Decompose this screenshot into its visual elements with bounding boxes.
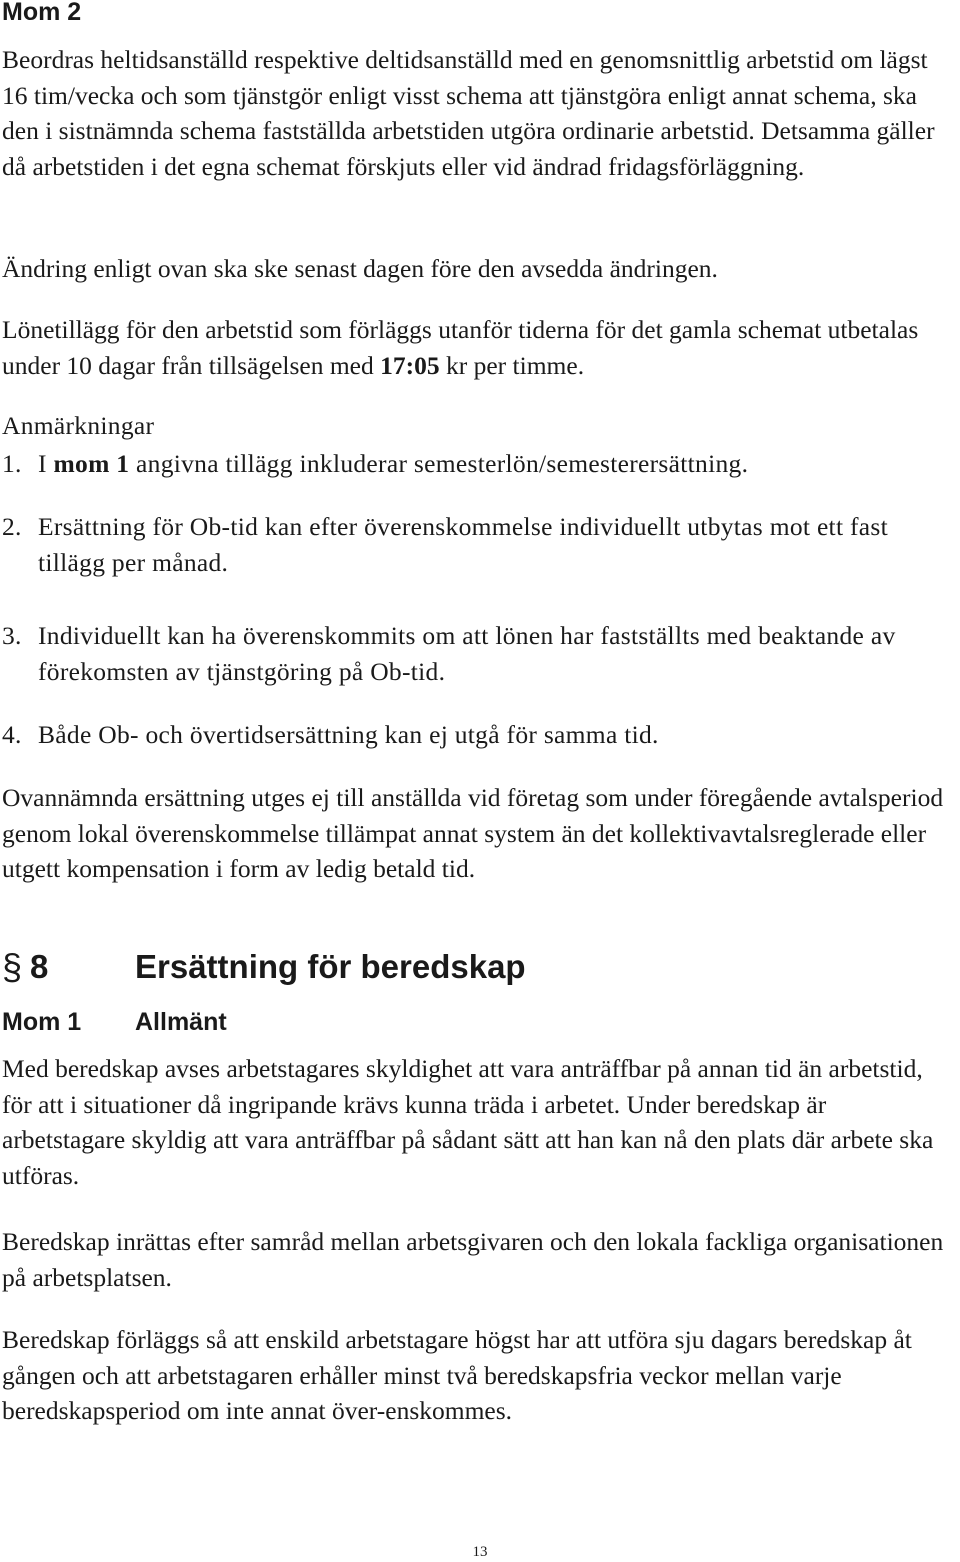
mom1-paragraph-2: Beredskap inrättas efter samråd mellan arbetsgivaren och den lokala fackliga organisationen på arbetsplatsen. [2, 1227, 944, 1292]
note-bold-reference: mom 1 [53, 449, 130, 478]
note-text: Individuellt kan ha överenskommits om att lönen har fastställts med beaktande av förekomsten av tjänstgöring på Ob-tid. [38, 621, 896, 686]
note-item-1 [2, 446, 952, 482]
note-number: 1. [2, 449, 22, 478]
note-number: 4. [2, 720, 22, 749]
note-text-before: I [38, 449, 47, 478]
note-item-3 [2, 618, 952, 689]
note-text: Ersättning för Ob-tid kan efter överenskommelse individuellt utbytas mot ett fast tillägg per månad. [38, 512, 889, 577]
mom2-paragraph-2: Ändring enligt ovan ska ske senast dagen före den avsedda ändringen. [2, 254, 718, 283]
mom2-paragraph-1: Beordras heltidsanställd respektive deltidsanställd med en genomsnittlig arbetstid om lägst 16 tim/vecka och som tjänstgör enligt visst schema att tjänstgöra enligt annat schema, ska den i sistnämnda schema fastställda arbetstiden utgöra ordinarie arbetstid. Detsamma gäller då arbetstiden i det egna schemat förskjuts eller vid ändrad fridagsförläggning. [2, 45, 935, 181]
note-number: 3. [2, 621, 22, 650]
supplement-amount: 17:05 [380, 350, 440, 380]
section-mark-icon: § [2, 946, 23, 987]
note-number: 2. [2, 512, 22, 541]
note-item-2 [2, 509, 952, 580]
section-title: Ersättning för beredskap [135, 948, 526, 985]
page-number: 13 [472, 1544, 488, 1560]
section-number: 8 [30, 948, 49, 985]
mom2-paragraph-3 [2, 312, 952, 383]
mom1-label: Mom 1 [2, 1008, 82, 1036]
mom1-title: Allmänt [135, 1008, 227, 1036]
note-item-4 [2, 717, 952, 753]
paragraph-3-text-before: Lönetillägg för den arbetstid som förläggs utanför tiderna för det gamla schemat utbetalas under 10 dagar från tillsägelsen med [2, 315, 919, 380]
paragraph-3-text-after: kr per timme. [446, 350, 585, 380]
notes-heading: Anmärkningar [2, 411, 155, 440]
mom1-paragraph-3: Beredskap förläggs så att enskild arbetstagare högst har att utföra sju dagars beredskap åt gången och att arbetstagaren erhåller minst två beredskapsfria veckor mellan varje beredskapsperiod om inte annat över-enskommes. [2, 1325, 912, 1425]
note-text: Både Ob- och övertidsersättning kan ej utgå för samma tid. [38, 720, 659, 749]
mom2-heading: Mom 2 [2, 0, 82, 26]
note-text-after: angivna tillägg inkluderar semesterlön/semesterersättning. [136, 449, 749, 478]
mom2-paragraph-4: Ovannämnda ersättning utges ej till anställda vid företag som under föregående avtalsperiod genom lokal överenskommelse tillämpat annat system än det kollektivavtalsreglerade eller utgett kompensation i form av ledig betald tid. [2, 783, 944, 883]
mom1-paragraph-1: Med beredskap avses arbetstagares skyldighet att vara anträffbar på annan tid än arbetstid, för att i situationer då ingripande krävs kunna träda i arbetet. Under beredskap är arbetstagare skyldig att vara anträffbar på sådant sätt att han kan nå den plats där arbete ska utföras. [2, 1054, 934, 1190]
